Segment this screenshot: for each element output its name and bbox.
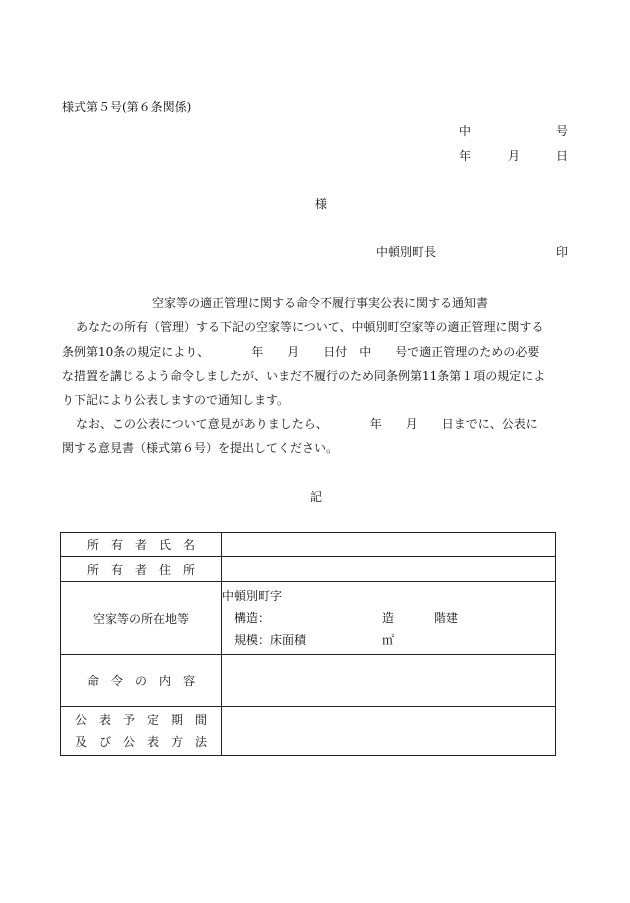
scale-label: 規模：床面積 (234, 633, 307, 647)
body-line: な措置を講じるよう命令しましたが、いまだ不履行のため同条例第11条第１項の規定によ (62, 369, 546, 383)
publish-label (61, 707, 222, 756)
document-title: 空家等の適正管理に関する命令不履行事実公表に関する通知書 (152, 296, 489, 310)
owner-address-label: 所 有 者 住 所 (61, 557, 222, 582)
doc-number-suffix: 号 (556, 124, 569, 138)
structure-line (222, 607, 555, 629)
table-row (61, 582, 556, 655)
order-content-value (222, 655, 556, 707)
date-day: 日 (556, 149, 569, 163)
owner-name-value (222, 533, 556, 557)
area-unit: ㎡ (382, 633, 395, 647)
location-town: 中頓別町字 (222, 589, 283, 603)
structure-label: 構造： (234, 611, 271, 625)
location-label: 空家等の所在地等 (61, 582, 222, 655)
addressee-suffix: 様 (315, 197, 328, 211)
ki-heading: 記 (310, 490, 323, 504)
body-line: り下記により公表しますので通知します。 (62, 393, 290, 407)
publish-value (222, 707, 556, 756)
body-line: 関する意見書（様式第６号）を提出してください。 (62, 441, 339, 455)
location-value (222, 582, 556, 655)
owner-address-value (222, 557, 556, 582)
publish-label-line-2: 及 び 公 表 方 法 (74, 735, 207, 749)
table-row (61, 557, 556, 582)
date-month: 月 (508, 149, 521, 163)
structure-unit: 造 (382, 611, 395, 625)
floors-unit: 階建 (434, 611, 459, 625)
table-row (61, 655, 556, 707)
body-line: あなたの所有（管理）する下記の空家等について、中頓別町空家等の適正管理に関する (76, 320, 544, 334)
issuer-name: 中頓別町長 (376, 245, 437, 259)
order-content-label: 命 令 の 内 容 (61, 655, 222, 707)
table-row (61, 533, 556, 557)
issuer-seal: 印 (556, 245, 569, 259)
body-line: 条例第10条の規定により、 年 月 日付 中 号で適正管理のための必要 (62, 345, 540, 359)
table-row (61, 707, 556, 756)
date-year: 年 (459, 149, 472, 163)
body-line: なお、この公表について意見がありましたら、 年 月 日までに、公表に (76, 417, 538, 431)
notice-table (60, 532, 556, 756)
owner-name-label: 所 有 者 氏 名 (61, 533, 222, 557)
doc-number-prefix: 中 (459, 124, 472, 138)
scale-line (222, 629, 555, 651)
publish-label-line-1: 公 表 予 定 期 間 (74, 713, 207, 727)
form-id: 様式第５号(第６条関係) (62, 100, 192, 114)
